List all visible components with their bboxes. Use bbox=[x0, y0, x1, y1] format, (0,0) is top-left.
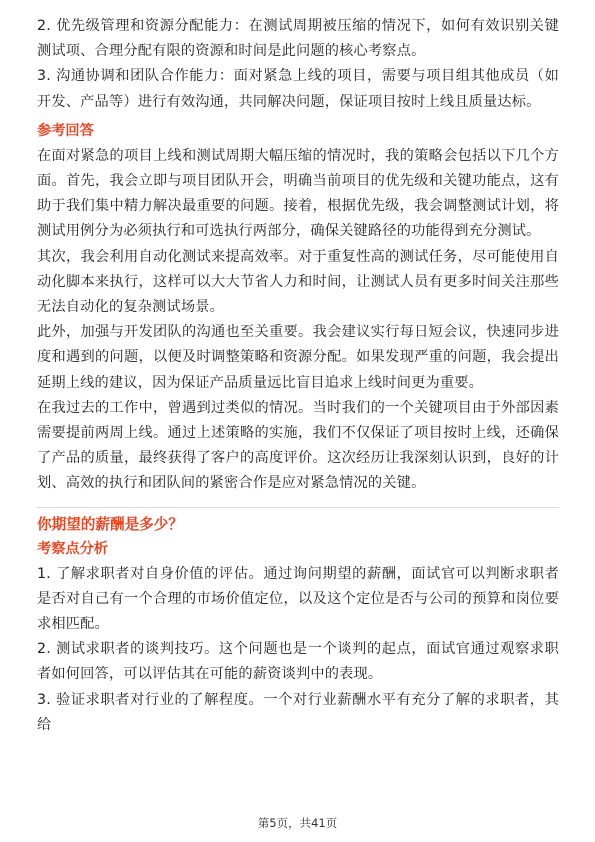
point-3: 3. 沟通协调和团队合作能力：面对紧急上线的项目，需要与项目组其他成员（如开发、产品等）进行有效沟通，共同解决问题，保证项目按时上线且质量达标。 bbox=[37, 68, 559, 110]
analysis-heading: 考察点分析 bbox=[37, 540, 108, 557]
reference-answer-heading: 参考回答 bbox=[37, 122, 94, 139]
reference-paragraph-4: 在我过去的工作中，曾遇到过类似的情况。当时我们的一个关键项目由于外部因素需要提前两周上线。通过上述策略的实施，我们不仅保证了项目按时上线，还确保了产品的质量，最终获得了客户的高度评价。这次经历让我深刻认识到，良好的计划、高效的执行和团队间的紧密合作是应对紧急情况的关键。 bbox=[37, 399, 559, 492]
document-body bbox=[37, 14, 559, 738]
page-number-footer: 第5页，共41页 bbox=[257, 816, 338, 830]
analysis-point-2: 2. 测试求职者的谈判技巧。这个问题也是一个谈判的起点，面试官通过观察求职者如何回答，可以评估其在可能的薪资谈判中的表现。 bbox=[37, 641, 559, 683]
point-2: 2. 优先级管理和资源分配能力：在测试周期被压缩的情况下，如何有效识别关键测试项、合理分配有限的资源和时间是此问题的核心考察点。 bbox=[37, 18, 559, 60]
reference-paragraph-1: 在面对紧急的项目上线和测试周期大幅压缩的情况时，我的策略会包括以下几个方面。首先，我会立即与项目团队开会，明确当前项目的优先级和关键功能点，这有助于我们集中精力解决最重要的问题。接着，根据优先级，我会调整测试计划，将测试用例分为必须执行和可选执行两部分，确保关键路径的功能得到充分测试。 bbox=[37, 147, 559, 240]
reference-paragraph-3: 此外，加强与开发团队的沟通也至关重要。我会建议实行每日短会议，快速同步进度和遇到的问题，以便及时调整策略和资源分配。如果发现严重的问题，我会提出延期上线的建议，因为保证产品质量远比盲目追求上线时间更为重要。 bbox=[37, 324, 559, 391]
section-divider bbox=[37, 507, 559, 508]
analysis-point-1: 1. 了解求职者对自身价值的评估。通过询问期望的薪酬，面试官可以判断求职者是否对自己有一个合理的市场价值定位，以及这个定位是否与公司的预算和岗位要求相匹配。 bbox=[37, 565, 559, 633]
question-heading: 你期望的薪酬是多少？ bbox=[37, 515, 183, 533]
analysis-point-3: 3. 验证求职者对行业的了解程度。一个对行业薪酬水平有充分了解的求职者，其给 bbox=[37, 691, 559, 733]
reference-paragraph-2: 其次，我会利用自动化测试来提高效率。对于重复性高的测试任务，尽可能使用自动化脚本来执行，这样可以大大节省人力和时间，让测试人员有更多时间关注那些无法自动化的复杂测试场景。 bbox=[37, 248, 559, 316]
